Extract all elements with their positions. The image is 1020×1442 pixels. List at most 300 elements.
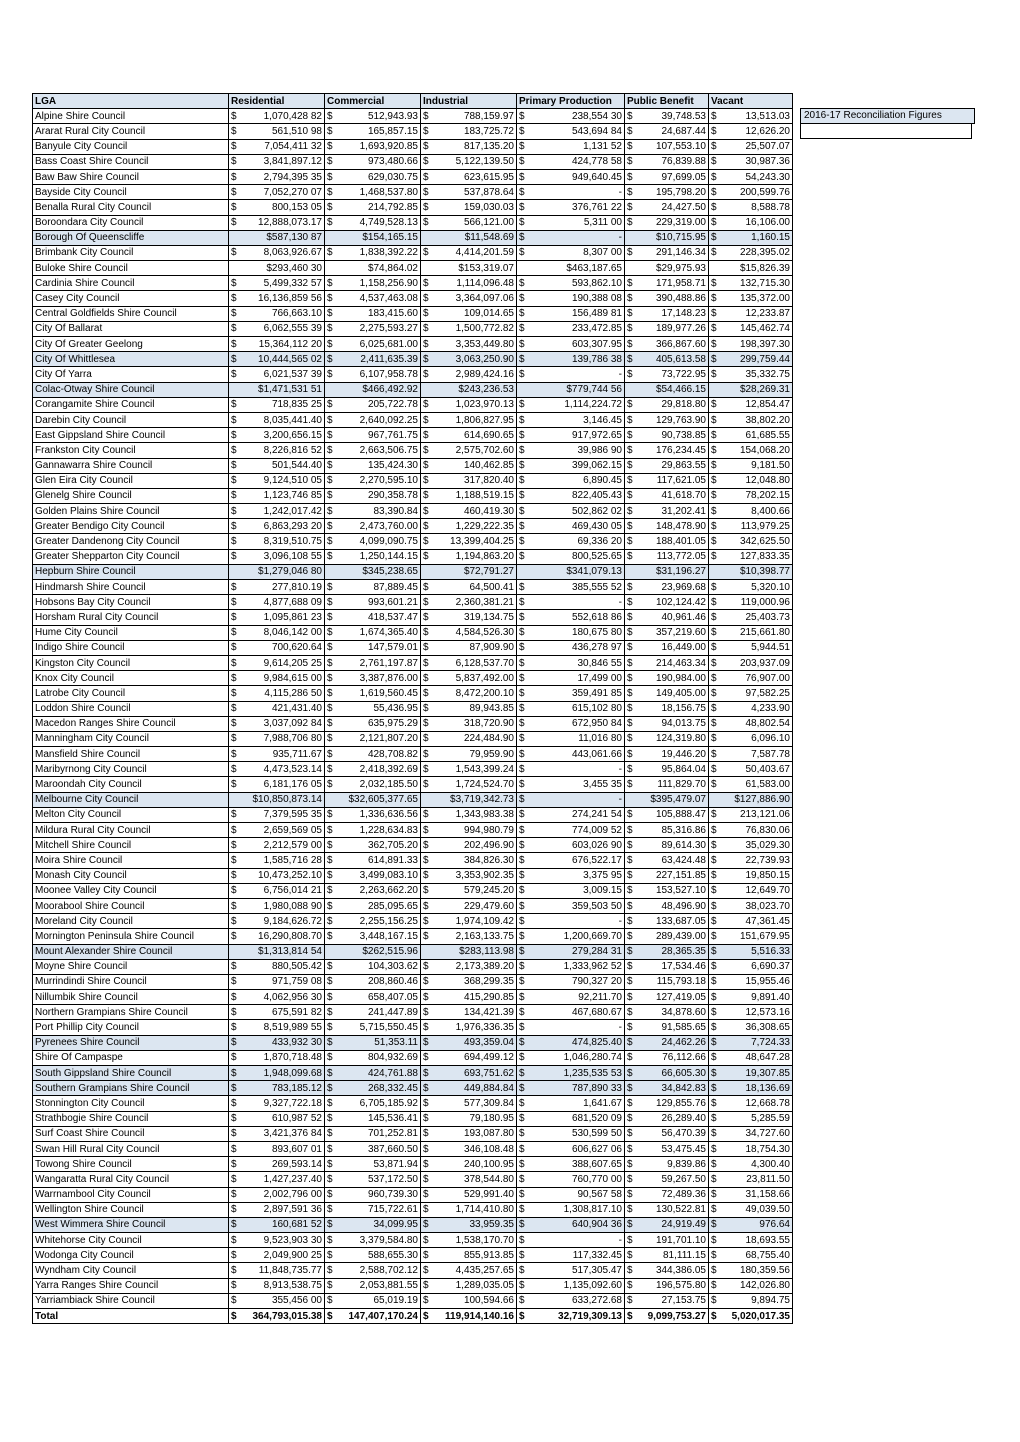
value-cell[interactable]	[625, 595, 709, 610]
value-cell[interactable]	[625, 655, 709, 670]
value-cell[interactable]	[229, 1005, 325, 1020]
value-cell[interactable]	[325, 1248, 421, 1263]
lga-name-cell[interactable]: Strathbogie Shire Council	[33, 1111, 229, 1126]
value-cell[interactable]	[709, 185, 793, 200]
value-cell[interactable]	[625, 412, 709, 427]
value-cell[interactable]	[625, 1263, 709, 1278]
value-cell[interactable]	[421, 458, 517, 473]
value-cell[interactable]	[421, 853, 517, 868]
value-cell[interactable]	[325, 1005, 421, 1020]
value-cell[interactable]	[709, 823, 793, 838]
lga-name-cell[interactable]: Hobsons Bay City Council	[33, 595, 229, 610]
value-cell[interactable]: $10,850,873.14	[229, 792, 325, 807]
lga-name-cell[interactable]: Bass Coast Shire Council	[33, 154, 229, 169]
value-cell[interactable]	[517, 595, 625, 610]
value-cell[interactable]	[325, 1035, 421, 1050]
value-cell[interactable]	[625, 944, 709, 959]
value-cell[interactable]	[421, 1217, 517, 1232]
value-cell[interactable]	[325, 914, 421, 929]
value-cell[interactable]	[709, 990, 793, 1005]
value-cell[interactable]	[517, 504, 625, 519]
value-cell[interactable]	[229, 595, 325, 610]
value-cell[interactable]	[517, 109, 625, 124]
value-cell[interactable]	[325, 686, 421, 701]
value-cell[interactable]	[709, 352, 793, 367]
value-cell[interactable]	[625, 458, 709, 473]
value-cell[interactable]	[517, 185, 625, 200]
value-cell[interactable]	[625, 807, 709, 822]
value-cell[interactable]	[421, 352, 517, 367]
value-cell[interactable]	[229, 1293, 325, 1308]
value-cell[interactable]	[421, 716, 517, 731]
lga-name-cell[interactable]: Alpine Shire Council	[33, 109, 229, 124]
value-cell[interactable]	[325, 276, 421, 291]
lga-name-cell[interactable]: Hindmarsh Shire Council	[33, 580, 229, 595]
value-cell[interactable]	[325, 1096, 421, 1111]
value-cell[interactable]	[421, 504, 517, 519]
value-cell[interactable]	[517, 154, 625, 169]
value-cell[interactable]: $463,187.65	[517, 261, 625, 276]
value-cell[interactable]	[517, 655, 625, 670]
value-cell[interactable]	[709, 944, 793, 959]
value-cell[interactable]	[709, 215, 793, 230]
value-cell[interactable]	[229, 990, 325, 1005]
value-cell[interactable]: $127,886.90	[709, 792, 793, 807]
value-cell[interactable]	[229, 868, 325, 883]
value-cell[interactable]	[517, 1293, 625, 1308]
value-cell[interactable]	[325, 823, 421, 838]
value-cell[interactable]	[625, 625, 709, 640]
value-cell[interactable]	[625, 139, 709, 154]
value-cell[interactable]	[709, 807, 793, 822]
lga-name-cell[interactable]: Northern Grampians Shire Council	[33, 1005, 229, 1020]
value-cell[interactable]	[325, 169, 421, 184]
value-cell[interactable]	[517, 1081, 625, 1096]
value-cell[interactable]	[421, 762, 517, 777]
value-cell[interactable]	[229, 1035, 325, 1050]
value-cell[interactable]	[229, 352, 325, 367]
value-cell[interactable]	[421, 686, 517, 701]
value-cell[interactable]	[325, 580, 421, 595]
value-cell[interactable]	[625, 1172, 709, 1187]
value-cell[interactable]	[625, 1202, 709, 1217]
lga-name-cell[interactable]: Moonee Valley City Council	[33, 883, 229, 898]
lga-name-cell[interactable]: Towong Shire Council	[33, 1157, 229, 1172]
value-cell[interactable]: $32,605,377.65	[325, 792, 421, 807]
value-cell[interactable]	[421, 291, 517, 306]
value-cell[interactable]	[421, 200, 517, 215]
value-cell[interactable]	[229, 1020, 325, 1035]
value-cell[interactable]	[625, 929, 709, 944]
value-cell[interactable]	[325, 1187, 421, 1202]
value-cell[interactable]	[421, 1081, 517, 1096]
lga-name-cell[interactable]: Greater Shepparton City Council	[33, 549, 229, 564]
value-cell[interactable]	[625, 215, 709, 230]
value-cell[interactable]	[325, 412, 421, 427]
value-cell[interactable]	[325, 1066, 421, 1081]
value-cell[interactable]	[325, 1020, 421, 1035]
value-cell[interactable]	[709, 443, 793, 458]
value-cell[interactable]	[421, 1096, 517, 1111]
value-cell[interactable]	[325, 671, 421, 686]
value-cell[interactable]	[421, 640, 517, 655]
value-cell[interactable]	[517, 1096, 625, 1111]
value-cell[interactable]	[517, 701, 625, 716]
value-cell[interactable]	[709, 1126, 793, 1141]
value-cell[interactable]	[625, 1050, 709, 1065]
value-cell[interactable]: $31,196.27	[625, 564, 709, 579]
lga-name-cell[interactable]: Greater Bendigo City Council	[33, 519, 229, 534]
header-residential[interactable]: Residential	[229, 94, 325, 109]
value-cell[interactable]	[709, 1005, 793, 1020]
value-cell[interactable]	[421, 109, 517, 124]
value-cell[interactable]	[625, 610, 709, 625]
value-cell[interactable]	[625, 1293, 709, 1308]
value-cell[interactable]	[625, 823, 709, 838]
value-cell[interactable]	[421, 898, 517, 913]
value-cell[interactable]	[229, 640, 325, 655]
lga-name-cell[interactable]: Warrnambool City Council	[33, 1187, 229, 1202]
value-cell[interactable]	[517, 1172, 625, 1187]
value-cell[interactable]	[709, 1020, 793, 1035]
value-cell[interactable]	[517, 716, 625, 731]
total-label[interactable]: Total	[33, 1309, 229, 1324]
value-cell[interactable]	[709, 230, 793, 245]
value-cell[interactable]	[709, 883, 793, 898]
lga-name-cell[interactable]: Yarriambiack Shire Council	[33, 1293, 229, 1308]
value-cell[interactable]: $153,319.07	[421, 261, 517, 276]
value-cell[interactable]	[517, 838, 625, 853]
value-cell[interactable]	[325, 397, 421, 412]
value-cell[interactable]	[421, 731, 517, 746]
value-cell[interactable]	[325, 1172, 421, 1187]
value-cell[interactable]	[325, 1278, 421, 1293]
value-cell[interactable]: $283,113.98	[421, 944, 517, 959]
lga-name-cell[interactable]: Glenelg Shire Council	[33, 488, 229, 503]
value-cell[interactable]	[229, 306, 325, 321]
value-cell[interactable]	[517, 990, 625, 1005]
value-cell[interactable]	[709, 655, 793, 670]
value-cell[interactable]: $10,398.77	[709, 564, 793, 579]
header-public-benefit[interactable]: Public Benefit	[625, 94, 709, 109]
lga-name-cell[interactable]: Glen Eira City Council	[33, 473, 229, 488]
lga-name-cell[interactable]: City Of Yarra	[33, 367, 229, 382]
value-cell[interactable]	[325, 868, 421, 883]
value-cell[interactable]	[625, 868, 709, 883]
value-cell[interactable]	[517, 412, 625, 427]
value-cell[interactable]	[421, 990, 517, 1005]
value-cell[interactable]	[517, 306, 625, 321]
value-cell[interactable]	[709, 1293, 793, 1308]
value-cell[interactable]: $54,466.15	[625, 382, 709, 397]
value-cell[interactable]: $779,744 56	[517, 382, 625, 397]
value-cell[interactable]	[421, 1020, 517, 1035]
value-cell[interactable]	[229, 337, 325, 352]
value-cell[interactable]	[517, 443, 625, 458]
value-cell[interactable]	[421, 1248, 517, 1263]
value-cell[interactable]	[325, 1050, 421, 1065]
value-cell[interactable]	[229, 762, 325, 777]
value-cell[interactable]	[229, 1126, 325, 1141]
value-cell[interactable]	[517, 1141, 625, 1156]
value-cell[interactable]	[325, 519, 421, 534]
value-cell[interactable]	[709, 1278, 793, 1293]
lga-name-cell[interactable]: Ararat Rural City Council	[33, 124, 229, 139]
value-cell[interactable]	[517, 1111, 625, 1126]
value-cell[interactable]	[517, 853, 625, 868]
value-cell[interactable]	[709, 1172, 793, 1187]
lga-name-cell[interactable]: Colac-Otway Shire Council	[33, 382, 229, 397]
value-cell[interactable]	[709, 337, 793, 352]
value-cell[interactable]	[709, 1233, 793, 1248]
lga-name-cell[interactable]: Borough Of Queenscliffe	[33, 230, 229, 245]
lga-name-cell[interactable]: Frankston City Council	[33, 443, 229, 458]
value-cell[interactable]	[421, 883, 517, 898]
value-cell[interactable]	[517, 868, 625, 883]
value-cell[interactable]	[625, 154, 709, 169]
value-cell[interactable]	[517, 898, 625, 913]
value-cell[interactable]	[517, 625, 625, 640]
value-cell[interactable]	[709, 1263, 793, 1278]
value-cell[interactable]: $154,165.15	[325, 230, 421, 245]
value-cell[interactable]	[517, 519, 625, 534]
value-cell[interactable]	[229, 1172, 325, 1187]
value-cell[interactable]: $395,479.07	[625, 792, 709, 807]
value-cell[interactable]	[517, 974, 625, 989]
value-cell[interactable]	[625, 777, 709, 792]
value-cell[interactable]	[517, 1309, 625, 1324]
lga-name-cell[interactable]: Golden Plains Shire Council	[33, 504, 229, 519]
value-cell[interactable]: $3,719,342.73	[421, 792, 517, 807]
value-cell[interactable]: $10,715.95	[625, 230, 709, 245]
value-cell[interactable]	[517, 762, 625, 777]
value-cell[interactable]	[709, 1248, 793, 1263]
value-cell[interactable]	[421, 1126, 517, 1141]
value-cell[interactable]	[229, 625, 325, 640]
value-cell[interactable]	[709, 109, 793, 124]
lga-name-cell[interactable]: Shire Of Campaspe	[33, 1050, 229, 1065]
value-cell[interactable]	[517, 428, 625, 443]
value-cell[interactable]	[625, 990, 709, 1005]
value-cell[interactable]	[229, 185, 325, 200]
value-cell[interactable]	[625, 321, 709, 336]
value-cell[interactable]: $1,279,046 80	[229, 564, 325, 579]
value-cell[interactable]: $1,471,531 51	[229, 382, 325, 397]
header-primary-production[interactable]: Primary Production	[517, 94, 625, 109]
value-cell[interactable]	[625, 534, 709, 549]
value-cell[interactable]	[325, 1126, 421, 1141]
value-cell[interactable]	[325, 200, 421, 215]
value-cell[interactable]	[325, 504, 421, 519]
value-cell[interactable]	[229, 1233, 325, 1248]
value-cell[interactable]	[421, 215, 517, 230]
value-cell[interactable]	[517, 200, 625, 215]
value-cell[interactable]	[421, 321, 517, 336]
value-cell[interactable]	[517, 1263, 625, 1278]
value-cell[interactable]	[325, 762, 421, 777]
value-cell[interactable]	[325, 291, 421, 306]
value-cell[interactable]	[421, 1187, 517, 1202]
lga-name-cell[interactable]: Horsham Rural City Council	[33, 610, 229, 625]
value-cell[interactable]	[229, 519, 325, 534]
value-cell[interactable]	[325, 549, 421, 564]
value-cell[interactable]	[421, 1157, 517, 1172]
value-cell[interactable]	[517, 1035, 625, 1050]
value-cell[interactable]	[421, 868, 517, 883]
lga-name-cell[interactable]: Mitchell Shire Council	[33, 838, 229, 853]
value-cell[interactable]	[625, 716, 709, 731]
value-cell[interactable]	[709, 458, 793, 473]
value-cell[interactable]	[229, 321, 325, 336]
value-cell[interactable]	[709, 200, 793, 215]
value-cell[interactable]	[229, 473, 325, 488]
value-cell[interactable]	[625, 640, 709, 655]
value-cell[interactable]	[229, 1111, 325, 1126]
lga-name-cell[interactable]: Whitehorse City Council	[33, 1233, 229, 1248]
value-cell[interactable]	[325, 1157, 421, 1172]
value-cell[interactable]	[325, 245, 421, 260]
lga-name-cell[interactable]: Cardinia Shire Council	[33, 276, 229, 291]
value-cell[interactable]	[709, 671, 793, 686]
lga-name-cell[interactable]: Wodonga City Council	[33, 1248, 229, 1263]
value-cell[interactable]	[625, 580, 709, 595]
value-cell[interactable]	[709, 838, 793, 853]
value-cell[interactable]	[421, 625, 517, 640]
value-cell[interactable]	[229, 109, 325, 124]
value-cell[interactable]	[625, 352, 709, 367]
value-cell[interactable]	[325, 1293, 421, 1308]
value-cell[interactable]	[709, 1050, 793, 1065]
value-cell[interactable]	[325, 853, 421, 868]
value-cell[interactable]	[625, 124, 709, 139]
value-cell[interactable]	[229, 154, 325, 169]
value-cell[interactable]	[229, 580, 325, 595]
value-cell[interactable]	[625, 1126, 709, 1141]
value-cell[interactable]	[709, 428, 793, 443]
value-cell[interactable]	[709, 139, 793, 154]
header-vacant[interactable]: Vacant	[709, 94, 793, 109]
value-cell[interactable]	[421, 519, 517, 534]
value-cell[interactable]	[517, 1157, 625, 1172]
value-cell[interactable]	[709, 716, 793, 731]
value-cell[interactable]	[625, 291, 709, 306]
value-cell[interactable]	[625, 443, 709, 458]
value-cell[interactable]	[421, 610, 517, 625]
value-cell[interactable]	[229, 458, 325, 473]
value-cell[interactable]	[709, 868, 793, 883]
value-cell[interactable]	[421, 974, 517, 989]
value-cell[interactable]	[517, 1005, 625, 1020]
lga-name-cell[interactable]: Mornington Peninsula Shire Council	[33, 929, 229, 944]
value-cell[interactable]	[421, 701, 517, 716]
value-cell[interactable]: $29,975.93	[625, 261, 709, 276]
value-cell[interactable]	[229, 215, 325, 230]
value-cell[interactable]	[517, 792, 625, 807]
value-cell[interactable]	[517, 807, 625, 822]
lga-name-cell[interactable]: Moorabool Shire Council	[33, 898, 229, 913]
value-cell[interactable]	[421, 245, 517, 260]
value-cell[interactable]	[517, 139, 625, 154]
value-cell[interactable]: $72,791.27	[421, 564, 517, 579]
value-cell[interactable]	[421, 1005, 517, 1020]
value-cell[interactable]	[517, 1020, 625, 1035]
value-cell[interactable]	[625, 838, 709, 853]
value-cell[interactable]	[625, 1233, 709, 1248]
value-cell[interactable]	[517, 215, 625, 230]
lga-name-cell[interactable]: City Of Ballarat	[33, 321, 229, 336]
value-cell[interactable]	[421, 169, 517, 184]
header-industrial[interactable]: Industrial	[421, 94, 517, 109]
value-cell[interactable]	[709, 519, 793, 534]
value-cell[interactable]	[421, 671, 517, 686]
value-cell[interactable]	[229, 1202, 325, 1217]
value-cell[interactable]	[625, 686, 709, 701]
value-cell[interactable]	[709, 245, 793, 260]
value-cell[interactable]	[229, 1309, 325, 1324]
value-cell[interactable]	[709, 898, 793, 913]
lga-name-cell[interactable]: Moyne Shire Council	[33, 959, 229, 974]
value-cell[interactable]	[421, 1066, 517, 1081]
value-cell[interactable]	[421, 124, 517, 139]
value-cell[interactable]	[229, 1248, 325, 1263]
value-cell[interactable]	[517, 534, 625, 549]
value-cell[interactable]	[325, 974, 421, 989]
value-cell[interactable]	[421, 397, 517, 412]
lga-name-cell[interactable]: Macedon Ranges Shire Council	[33, 716, 229, 731]
value-cell[interactable]	[421, 1278, 517, 1293]
value-cell[interactable]: $11,548.69	[421, 230, 517, 245]
value-cell[interactable]	[325, 1233, 421, 1248]
header-commercial[interactable]: Commercial	[325, 94, 421, 109]
value-cell[interactable]	[625, 883, 709, 898]
value-cell[interactable]	[421, 1172, 517, 1187]
value-cell[interactable]	[229, 1081, 325, 1096]
value-cell[interactable]	[709, 762, 793, 777]
lga-name-cell[interactable]: Moreland City Council	[33, 914, 229, 929]
value-cell[interactable]	[325, 1263, 421, 1278]
value-cell[interactable]	[229, 1050, 325, 1065]
value-cell[interactable]	[517, 777, 625, 792]
value-cell[interactable]	[229, 671, 325, 686]
lga-name-cell[interactable]: Port Phillip City Council	[33, 1020, 229, 1035]
value-cell[interactable]	[517, 321, 625, 336]
value-cell[interactable]	[709, 1187, 793, 1202]
value-cell[interactable]	[325, 321, 421, 336]
value-cell[interactable]	[229, 686, 325, 701]
lga-name-cell[interactable]: Wyndham City Council	[33, 1263, 229, 1278]
value-cell[interactable]	[229, 716, 325, 731]
lga-name-cell[interactable]: Casey City Council	[33, 291, 229, 306]
lga-name-cell[interactable]: Kingston City Council	[33, 655, 229, 670]
value-cell[interactable]	[421, 807, 517, 822]
value-cell[interactable]	[229, 276, 325, 291]
value-cell[interactable]	[625, 397, 709, 412]
header-lga[interactable]: LGA	[33, 94, 229, 109]
value-cell[interactable]	[421, 185, 517, 200]
value-cell[interactable]	[709, 367, 793, 382]
value-cell[interactable]	[517, 1278, 625, 1293]
empty-cell[interactable]	[800, 123, 972, 139]
value-cell[interactable]	[517, 458, 625, 473]
value-cell[interactable]: $341,079.13	[517, 564, 625, 579]
value-cell[interactable]	[229, 397, 325, 412]
value-cell[interactable]	[325, 655, 421, 670]
value-cell[interactable]	[625, 549, 709, 564]
value-cell[interactable]	[421, 1111, 517, 1126]
value-cell[interactable]	[625, 367, 709, 382]
lga-name-cell[interactable]: Wangaratta Rural City Council	[33, 1172, 229, 1187]
value-cell[interactable]	[625, 1278, 709, 1293]
